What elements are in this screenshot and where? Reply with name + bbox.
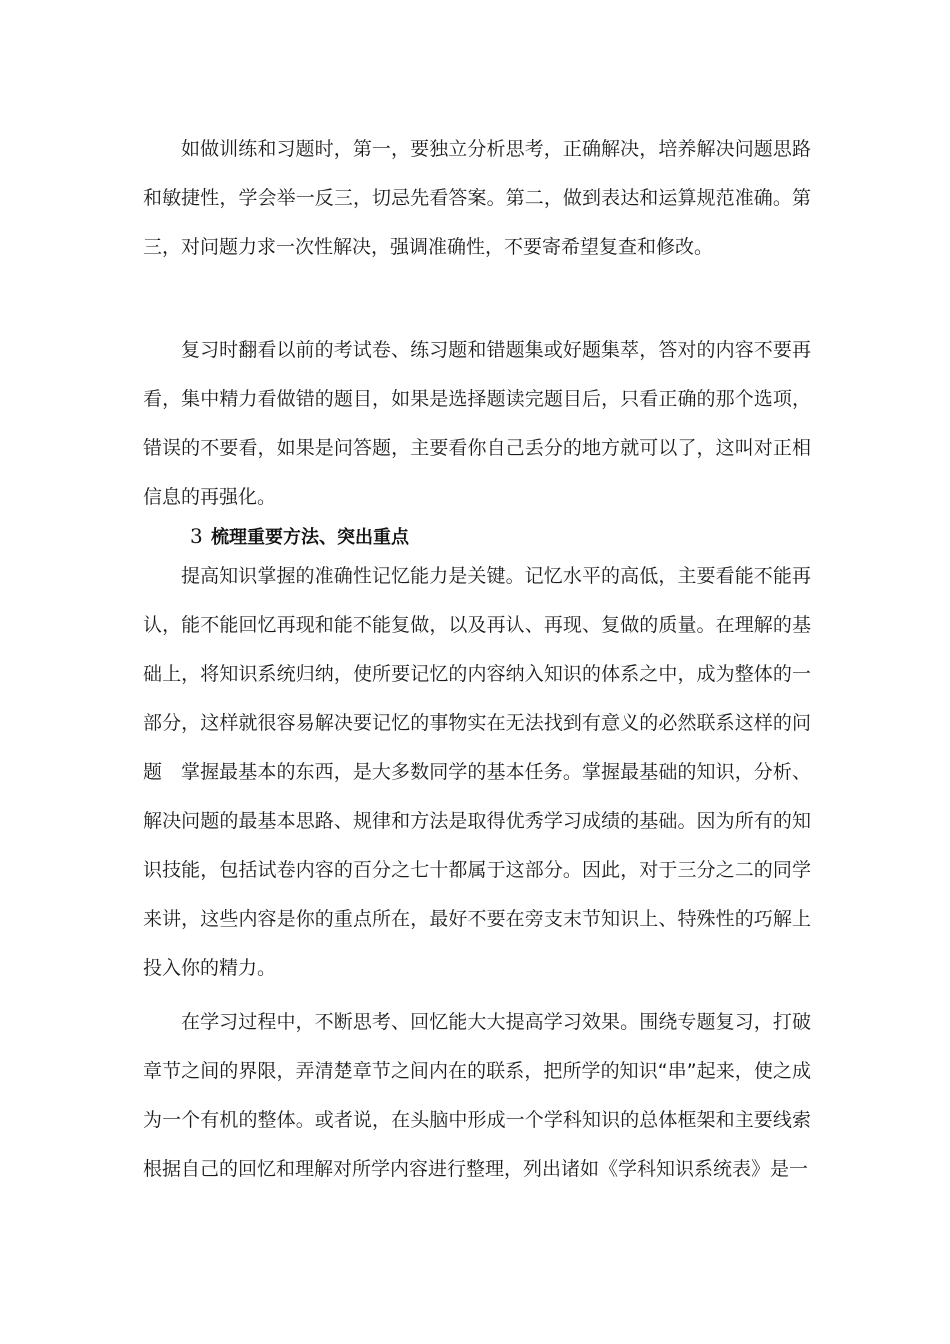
paragraph-text: 在学习过程中，不断思考、回忆能大大提高学习效果。围绕专题复习，打破章节之间的界限，弄清楚章节之间内在的联系，把所学的知识“串”起来，使之成为一个有机的整体。或者说，在头脑中形成一个学科知识的总体框架和主要线索根据自己的回忆和理解对所学内容进行整理，列出诸如《学科知识系统表》是一 xyxy=(143,1011,811,1180)
section-heading xyxy=(190,520,409,554)
paragraph-review-exams xyxy=(143,326,811,522)
paragraph-thinking-recall xyxy=(143,998,811,1194)
paragraph-training-tips xyxy=(143,125,811,272)
paragraph-basics xyxy=(143,748,811,993)
section-number: 3 xyxy=(190,524,203,548)
section-title: 梳理重要方法、突出重点 xyxy=(211,527,410,548)
paragraph-text: 提高知识掌握的准确性记忆能力是关键。记忆水平的高低，主要看能不能再认，能不能回忆再现和能不能复做，以及再认、再现、复做的质量。在理解的基础上，将知识系统归纳，使所要记忆的内容纳入知识的体系之中，成为整体的一部分，这样就很容易解决要记忆的事物实在无法找到有意义的必然联系这样的问题 xyxy=(143,565,811,783)
paragraph-text: 如做训练和习题时，第一，要独立分析思考，正确解决，培养解决问题思路和敏捷性，学会举一反三，切忌先看答案。第二，做到表达和运算规范准确。第三，对问题力求一次性解决，强调准确性，不要寄希望复查和修改。 xyxy=(143,138,811,258)
paragraph-text: 掌握最基本的东西，是大多数同学的基本任务。掌握最基础的知识，分析、解决问题的最基本思路、规律和方法是取得优秀学习成绩的基础。因为所有的知识技能，包括试卷内容的百分之七十都属于这部分。因此，对于三分之二的同学来讲，这些内容是你的重点所在，最好不要在旁支末节知识上、特殊性的巧解上投入你的精力。 xyxy=(143,761,811,979)
paragraph-text: 复习时翻看以前的考试卷、练习题和错题集或好题集萃，答对的内容不要再看，集中精力看做错的题目，如果是选择题读完题目后，只看正确的那个选项，错误的不要看，如果是问答题，主要看你自己丢分的地方就可以了，这叫对正相信息的再强化。 xyxy=(143,339,811,508)
